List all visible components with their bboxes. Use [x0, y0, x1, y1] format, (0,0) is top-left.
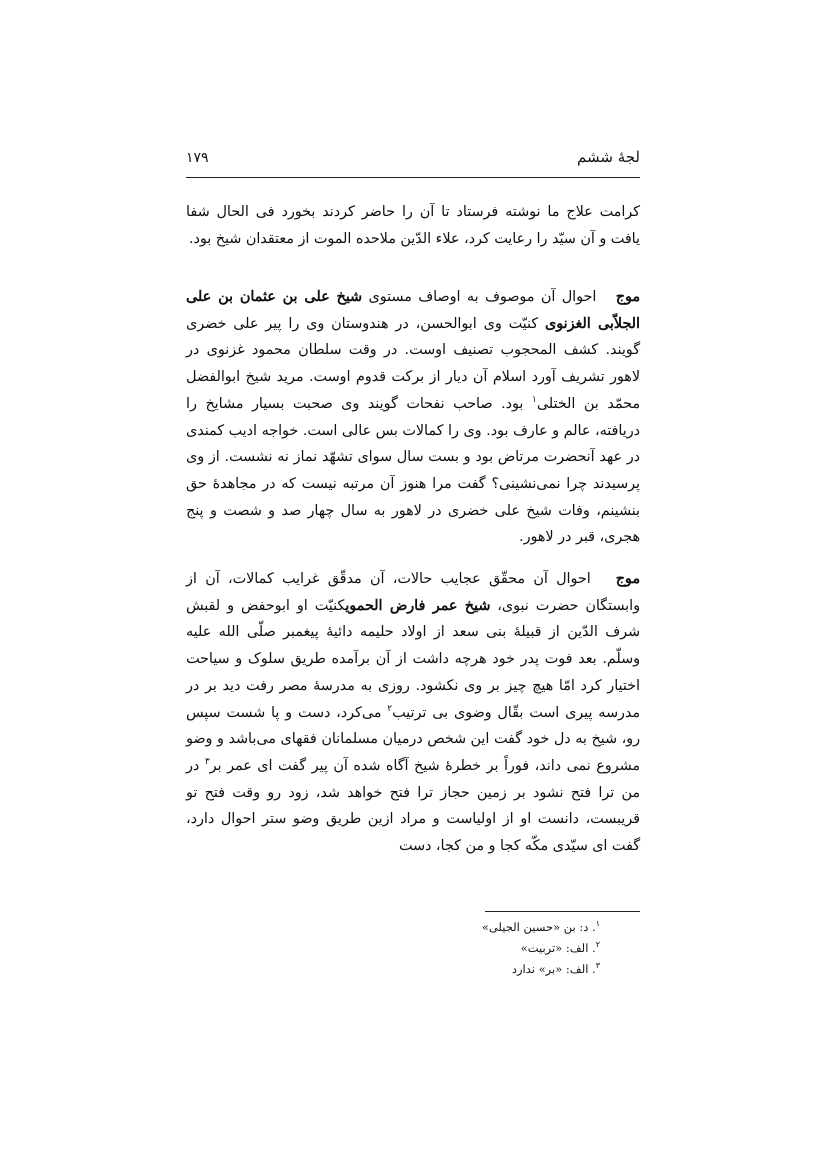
paragraph-3-middle: می‌کرد، دست و پا شست سپس رو، شیخ به دل خود گفت این شخص درمیان مسلمانان فقهای می‌باشد و وضو مشروع نمی داند، فوراً بر خطرۀ شیخ آگاه شده آن پیر گفت ای عمر بر: [186, 704, 641, 774]
paragraph-3-body: کنیّت او ابوحفض و لقبش شرف الدّین از قبیلۀ بنی سعد از اولاد حلیمه دائیۀ پیغمبر صلّی الله علیه وسلّم. بعد فوت پدر خود هرچه داشت از آن برآمده طریق سلوک و سیاحت اختیار کرد امّا هیچ چیز بر وی نکشود. روزی به مدرسۀ مصر رفت دید بر در مدرسه پیری است بقّال وضوی بی ترتیب: [186, 597, 641, 721]
footnote-number: ٢: [595, 940, 600, 950]
footnote-text: . الف: «تربیت»: [520, 941, 596, 955]
paragraph-3-end: در من ترا فتح نشود بر زمین حجاز ترا فتح خواهد شد، زود رو وقت فتح تو قریبست، دانست او از اولیاست و مراد ازین طریق وضو ستر احوال دارد، گفت ای سیّدی مکّه کجا و من کجا، دست: [186, 757, 640, 855]
running-title: لجۀ ششم: [577, 148, 640, 166]
page-number: ١٧٩: [186, 150, 209, 166]
paragraph-2-continued: بود. صاحب نفحات گویند وی صحبت بسیار مشایخ را دریافته، عالم و عارف بود. وی را کمالات بس عالی است. خواجه ادیب کمندی در عهد آنحضرت مرتاض بود و بست سال سوای تشهّد نماز نه نشست. از وی پرسیدند چرا نمی‌نشینی؟ گفت مرا هنوز آن مرتبه نیست که در مجاهدۀ حق بنشینم، وفات شیخ علی خضری در لاهور به سال چهار صد و شصت و پنج هجری، قبر در لاهور.: [186, 395, 640, 546]
footnote-item: [186, 917, 600, 938]
header-divider: [186, 177, 640, 178]
paragraph-2-body: کنیّت وی ابوالحسن، در هندوستان وی را پیر علی خضری گویند. کشف المحجوب تصنیف اوست. در وقت سلطان محمود غزنوی در لاهور تشریف آورد اسلام آن دیار از برکت قدوم اوست. مرید شیخ ابوالفضل محمّد بن الختلی: [186, 315, 640, 412]
paragraph-3-intro: احوال آن محقّق عجایب حالات، آن مدقّق غرایب کمالات، آن از وابستگان حضرت نبوی،: [186, 571, 640, 614]
footnote-divider: [485, 911, 640, 912]
page-header: [186, 148, 640, 166]
footnote-ref[interactable]: ٣: [204, 757, 210, 768]
paragraph-3: [186, 566, 640, 860]
footnote-item: [186, 959, 600, 980]
subject-name: شیخ علی بن عثمان بن علی الجلاّبی الغزنوی: [186, 289, 640, 332]
paragraph-2-intro: احوال آن موصوف به اوصاف مستوی: [368, 289, 597, 305]
footnotes: [186, 917, 640, 980]
section-marker: موج: [615, 571, 640, 587]
footnote-text: . د: بن «حسین الجیلی»: [481, 920, 596, 934]
footnote-ref[interactable]: ١: [531, 395, 537, 406]
subject-name: شیخ عمر فارض الحموی: [345, 597, 491, 614]
footnote-number: ١: [595, 919, 600, 929]
footnote-item: [186, 938, 600, 959]
section-marker: موج: [615, 289, 640, 305]
footnote-number: ٣: [595, 961, 600, 971]
footnote-text: . الف: «بر» ندارد: [511, 962, 596, 976]
paragraph-2: [186, 284, 640, 551]
paragraph-1-text: کرامت علاج ما نوشته فرستاد تا آن را حاضر کردند بخورد فی الحال شفا یافت و آن سیّد را رعایت کرد، علاء الدّین ملاحده الموت از معتقدان شیخ بود.: [186, 204, 640, 247]
paragraph-1: [186, 199, 640, 252]
footnote-ref[interactable]: ٢: [387, 703, 393, 714]
